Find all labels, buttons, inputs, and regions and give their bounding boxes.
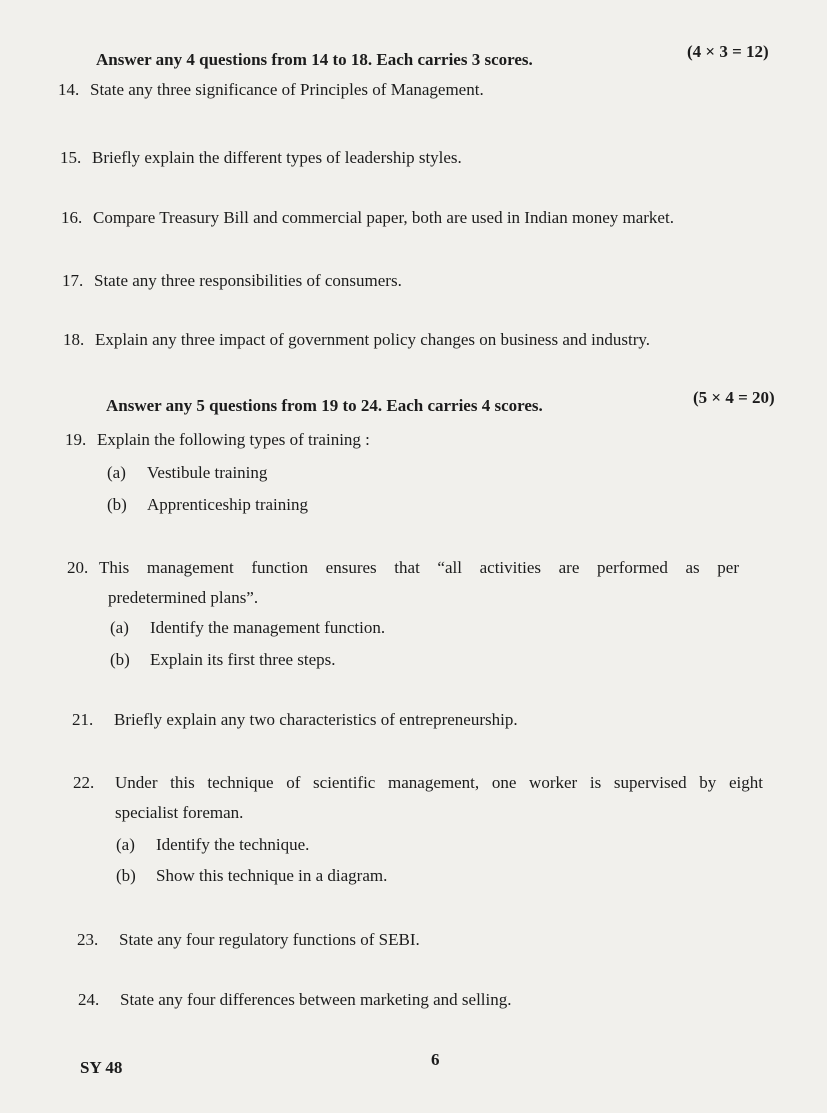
question-20 — [67, 558, 739, 578]
part-label: (a) — [110, 618, 129, 637]
question-number: 21. — [72, 710, 94, 729]
part-text: Apprenticeship training — [147, 495, 308, 514]
part-label: (b) — [107, 495, 127, 514]
question-text-line-1: Under this technique of scientific management, one worker is supervised by eight — [115, 773, 763, 792]
question-number: 24. — [78, 990, 100, 1009]
question-number: 15. — [60, 148, 82, 167]
question-23 — [77, 930, 420, 950]
question-19 — [65, 430, 370, 450]
paper-code: SY 48 — [80, 1058, 123, 1077]
question-24 — [78, 990, 512, 1010]
question-number: 18. — [63, 330, 85, 349]
question-22-part-b — [116, 866, 387, 886]
question-16 — [61, 208, 674, 228]
question-number: 16. — [61, 208, 83, 227]
question-19-part-b — [107, 495, 308, 515]
question-text: Explain any three impact of government policy changes on business and industry. — [95, 330, 651, 349]
question-17 — [62, 271, 402, 291]
question-text: Briefly explain any two characteristics of entrepreneurship. — [114, 710, 518, 729]
part-label: (b) — [110, 650, 130, 669]
question-text: Briefly explain the different types of leadership styles. — [92, 148, 462, 167]
question-22 — [73, 773, 763, 793]
section-a-score: (4 × 3 = 12) — [687, 42, 769, 61]
part-label: (b) — [116, 866, 136, 885]
question-21 — [72, 710, 518, 730]
question-text: Explain the following types of training : — [97, 430, 370, 449]
question-text-line-1: This management function ensures that “all activities are performed as per — [99, 558, 739, 577]
question-text: State any four differences between marketing and selling. — [120, 990, 512, 1009]
question-text: State any three significance of Principles of Management. — [90, 80, 484, 99]
part-text: Identify the technique. — [156, 835, 310, 854]
question-number: 22. — [73, 773, 95, 792]
question-22-part-a — [116, 835, 309, 855]
section-b-heading: Answer any 5 questions from 19 to 24. Each carries 4 scores. — [106, 396, 543, 415]
part-label: (a) — [116, 835, 135, 854]
question-text: Compare Treasury Bill and commercial paper, both are used in Indian money market. — [93, 208, 674, 227]
part-text: Vestibule training — [147, 463, 268, 482]
question-number: 20. — [67, 558, 89, 577]
section-a-heading: Answer any 4 questions from 14 to 18. Each carries 3 scores. — [96, 50, 533, 69]
page-number: 6 — [431, 1050, 440, 1069]
question-15 — [60, 148, 462, 168]
question-20-line-2: predetermined plans”. — [108, 588, 259, 607]
part-text: Explain its first three steps. — [150, 650, 336, 669]
question-number: 17. — [62, 271, 84, 290]
question-number: 19. — [65, 430, 87, 449]
section-b-score: (5 × 4 = 20) — [693, 388, 775, 407]
question-number: 14. — [58, 80, 80, 99]
part-text: Show this technique in a diagram. — [156, 866, 388, 885]
part-label: (a) — [107, 463, 126, 482]
question-20-part-b — [110, 650, 336, 670]
part-text: Identify the management function. — [150, 618, 386, 637]
question-14 — [58, 80, 484, 100]
question-number: 23. — [77, 930, 99, 949]
question-text: State any three responsibilities of consumers. — [94, 271, 402, 290]
question-18 — [63, 330, 650, 350]
question-20-part-a — [110, 618, 385, 638]
question-text: State any four regulatory functions of SEBI. — [119, 930, 420, 949]
question-22-line-2: specialist foreman. — [115, 803, 244, 822]
question-19-part-a — [107, 463, 267, 483]
